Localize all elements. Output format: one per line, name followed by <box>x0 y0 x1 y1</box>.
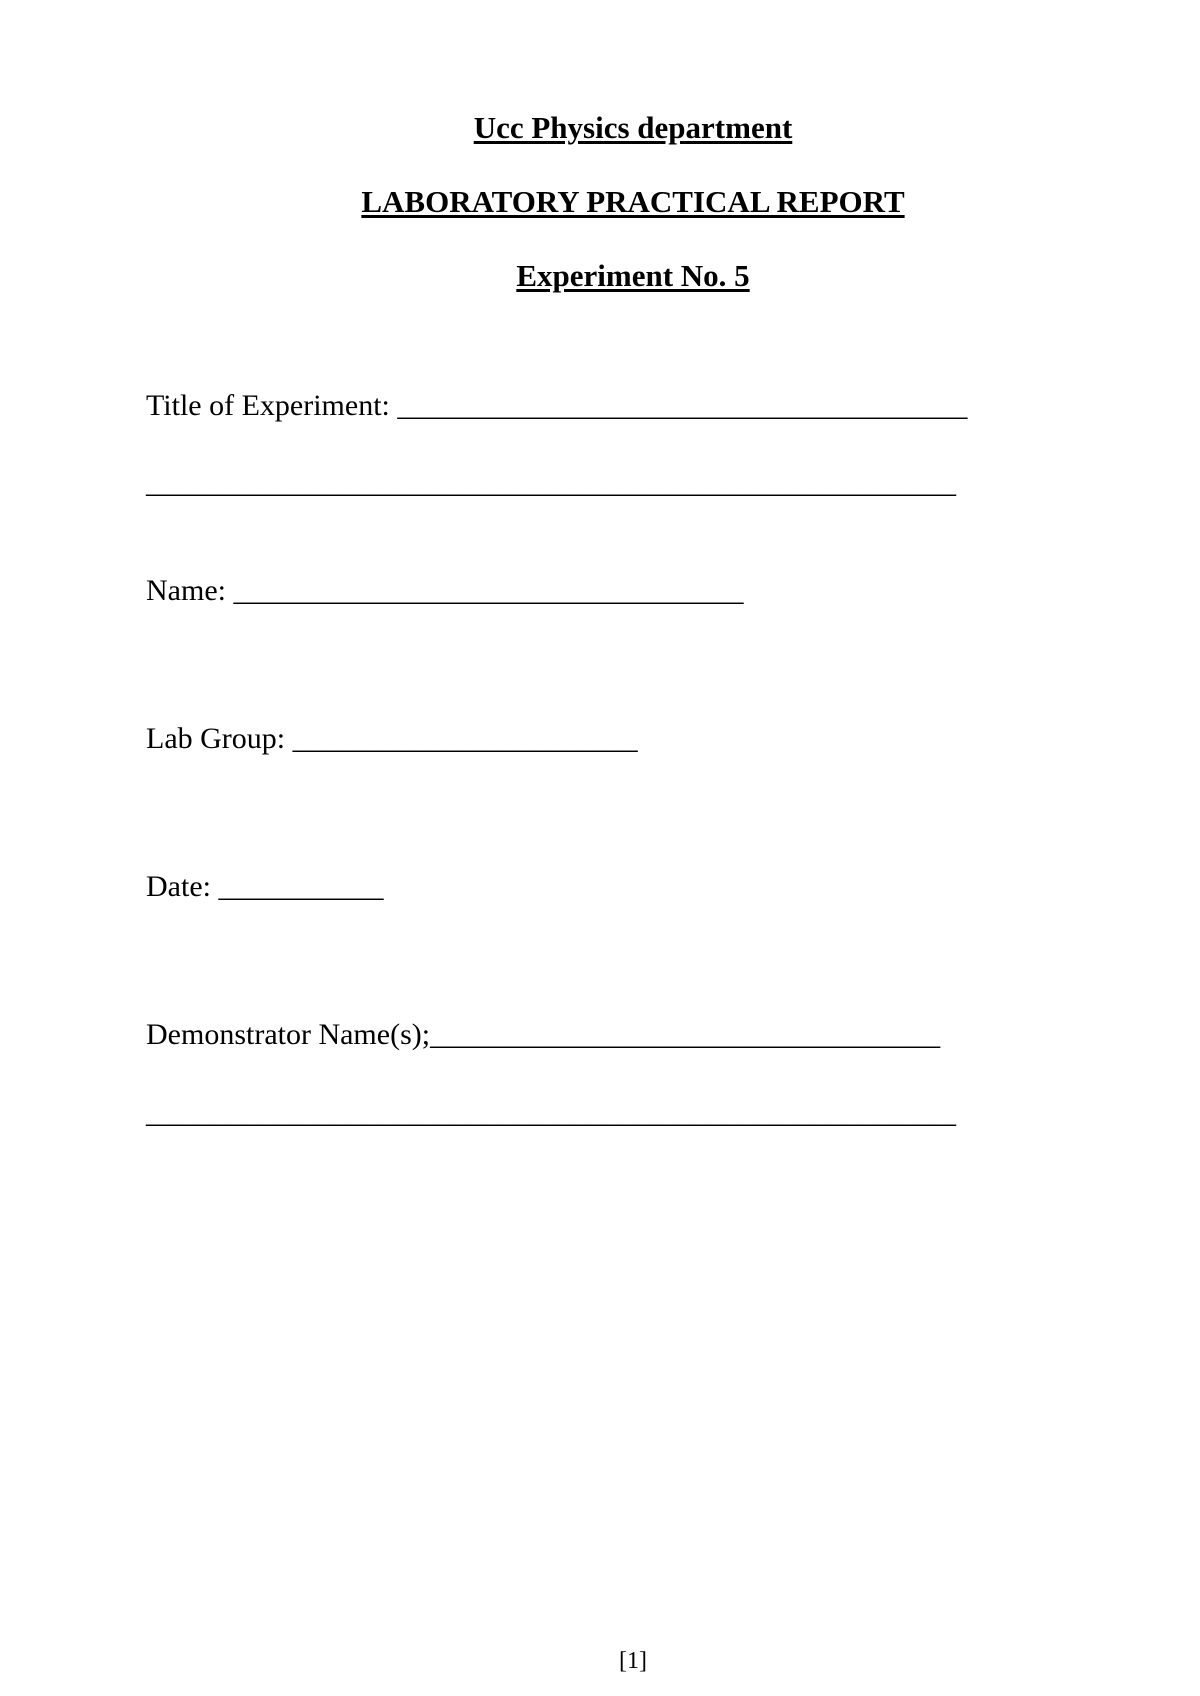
demonstrator-continuation-line: ______________________________________________________ <box>146 1096 956 1129</box>
title-of-experiment-field: Title of Experiment: ______________________________________ <box>146 389 968 422</box>
report-title-heading: LABORATORY PRACTICAL REPORT <box>361 184 905 219</box>
page-number: [1] <box>619 1648 647 1674</box>
demonstrator-name-field: Demonstrator Name(s);__________________________________ <box>146 1018 941 1051</box>
title-continuation-line: ______________________________________________________ <box>146 466 956 499</box>
department-heading: Ucc Physics department <box>473 110 793 145</box>
lab-group-field: Lab Group: _______________________ <box>146 722 638 755</box>
date-field: Date: ___________ <box>146 870 384 903</box>
experiment-number-heading: Experiment No. 5 <box>516 258 750 293</box>
name-field: Name: __________________________________ <box>146 574 744 607</box>
